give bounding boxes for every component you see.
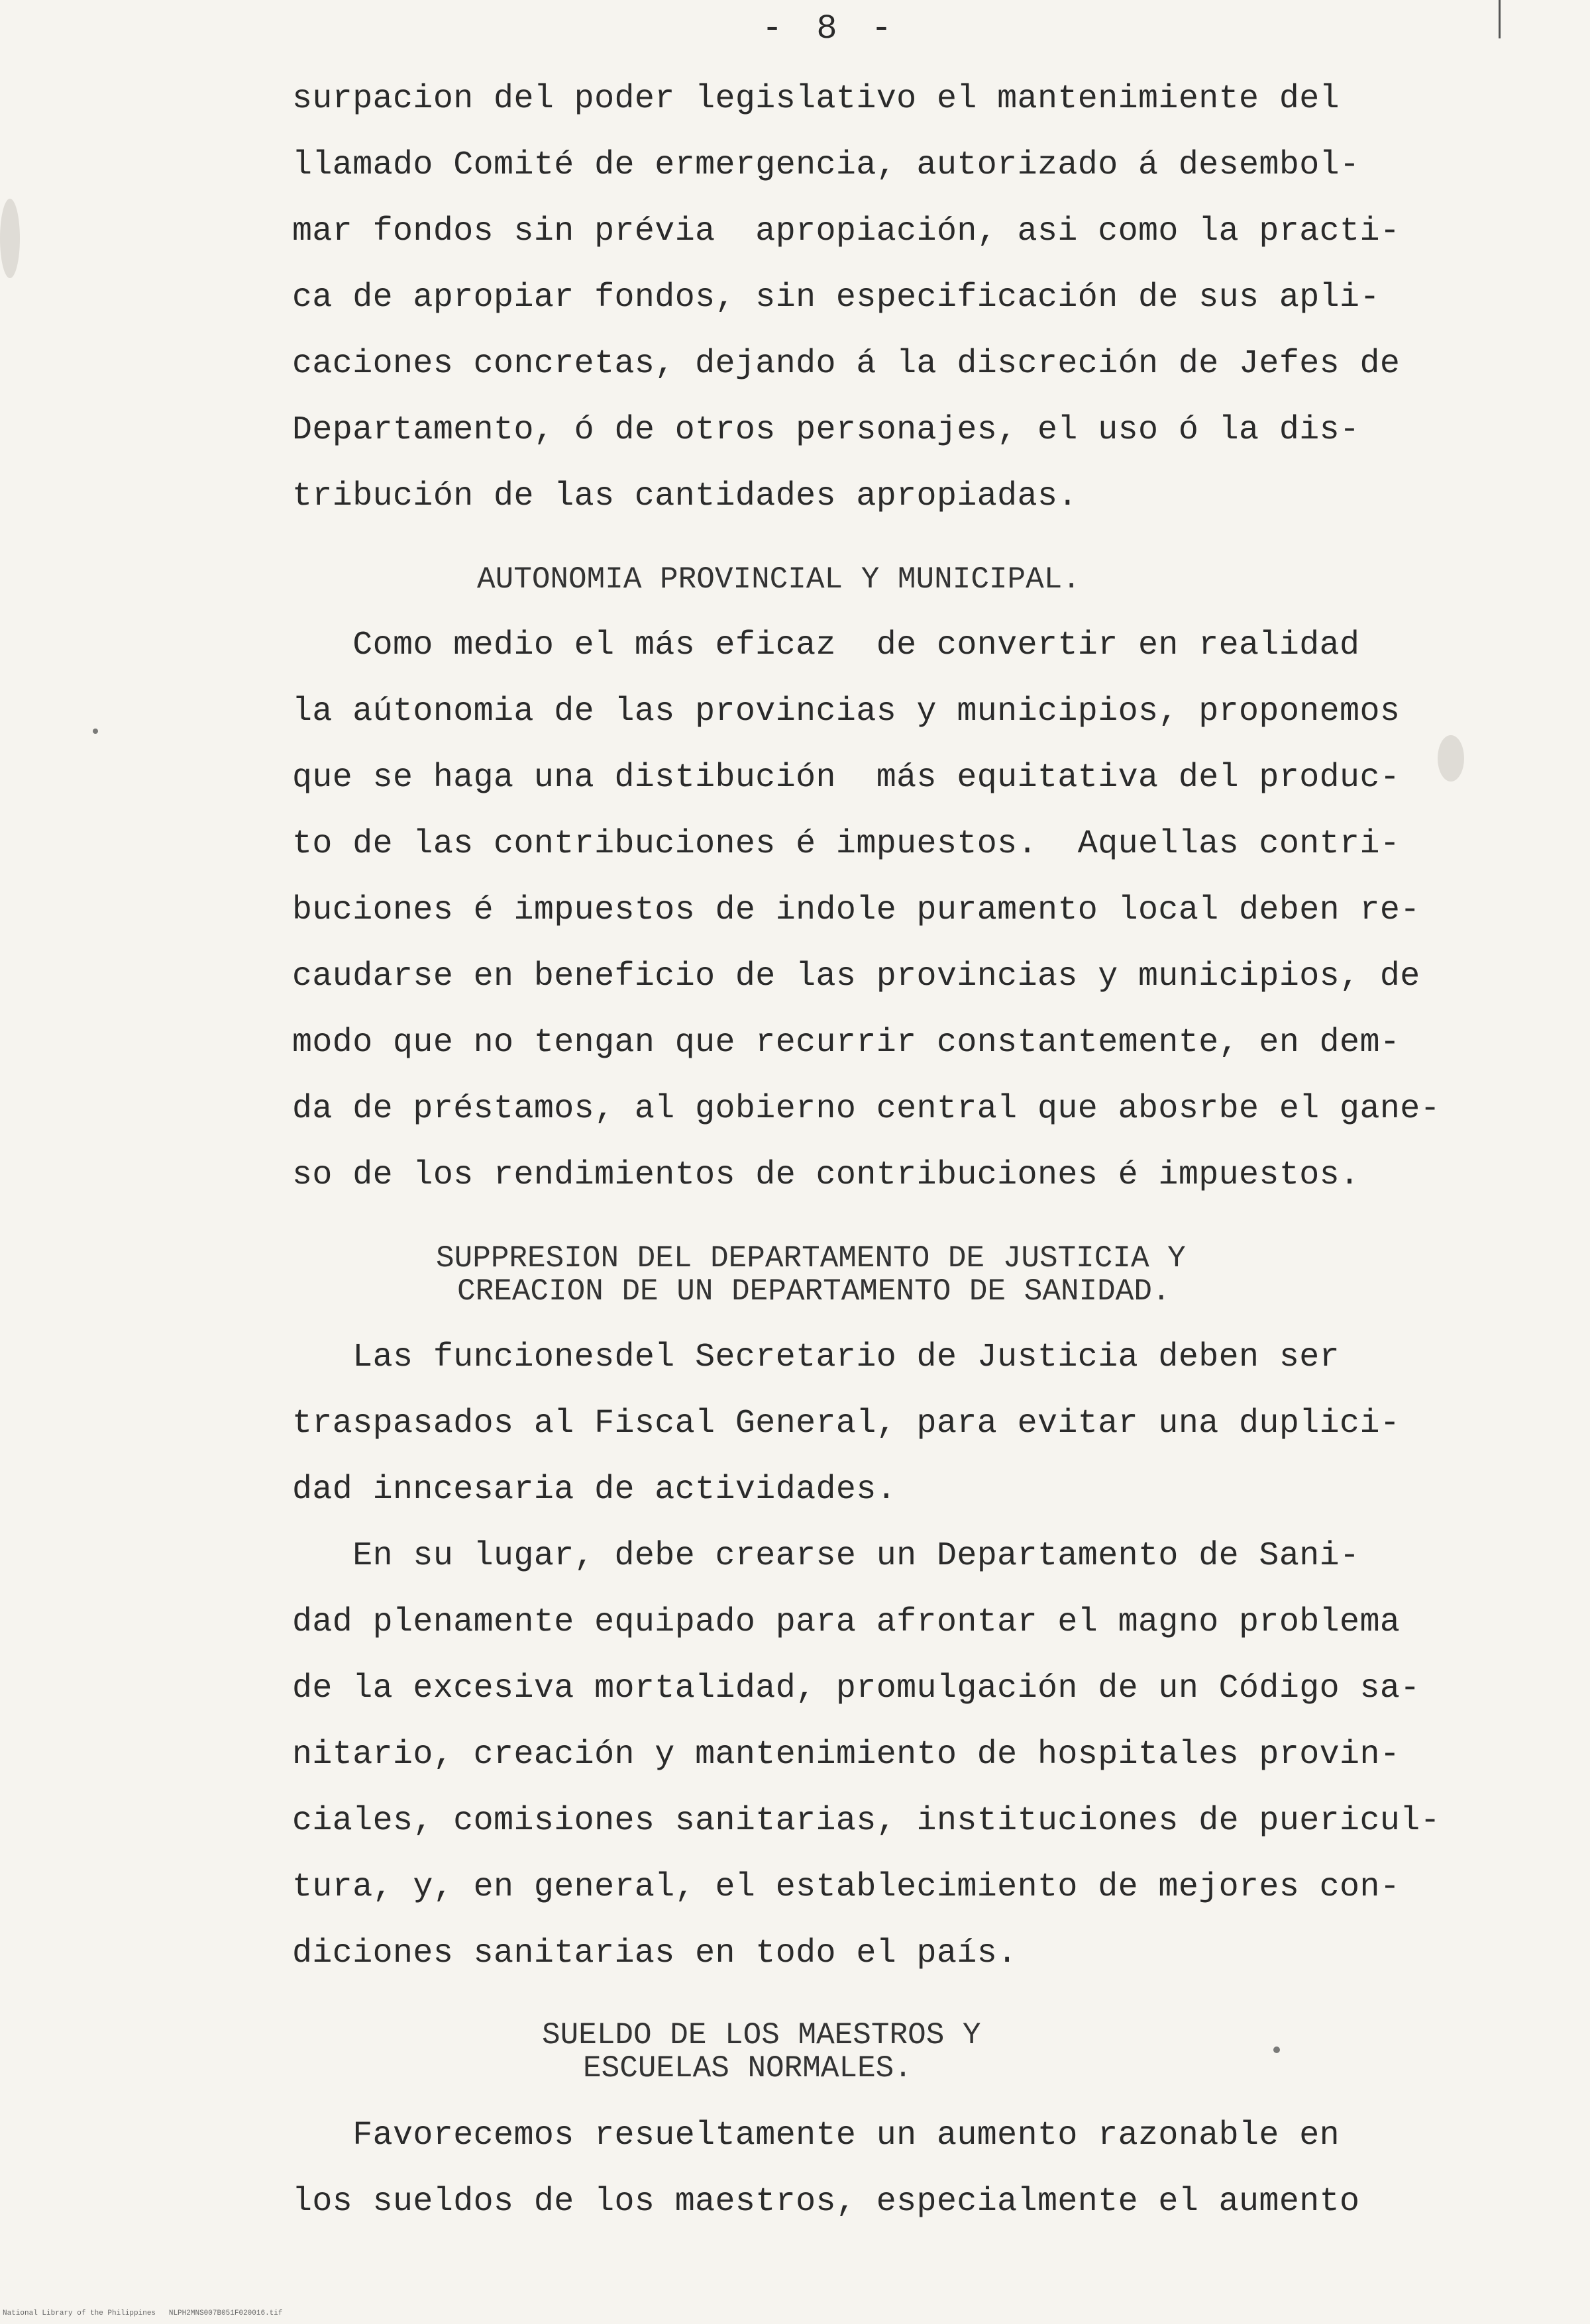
section-heading-autonomia: AUTONOMIA PROVINCIAL Y MUNICIPAL. — [477, 562, 1081, 597]
paragraph-1-line-6: Departamento, ó de otros personajes, el uso ó la dis- — [292, 411, 1360, 449]
paragraph-2-line-4: to de las contribuciones é impuestos. Aquellas contri- — [292, 825, 1401, 863]
paragraph-4-line-5: ciales, comisiones sanitarias, instituciones de puericul- — [292, 1802, 1441, 1840]
paragraph-1-line-2: llamado Comité de ermergencia, autorizado á desembol- — [292, 146, 1360, 184]
paragraph-4-line-1: En su lugar, debe crearse un Departamento de Sani- — [292, 1537, 1360, 1575]
paragraph-5-line-2: los sueldos de los maestros, especialmente el aumento — [292, 2183, 1360, 2221]
section-heading-maestros-line-2: ESCUELAS NORMALES. — [583, 2051, 912, 2086]
scan-speck — [1273, 2046, 1280, 2053]
paragraph-4-line-6: tura, y, en general, el establecimiento de mejores con- — [292, 1868, 1401, 1906]
paragraph-2-line-1: Como medio el más eficaz de convertir en realidad — [292, 627, 1360, 664]
page-number: - 8 - — [762, 9, 899, 48]
paragraph-4-line-7: diciones sanitarias en todo el país. — [292, 1935, 1018, 1972]
paragraph-3-line-1: Las funcionesdel Secretario de Justicia deben ser — [292, 1339, 1340, 1376]
paragraph-5-line-1: Favorecemos resueltamente un aumento razonable en — [292, 2117, 1340, 2154]
paragraph-2-line-6: caudarse en beneficio de las provincias y municipios, de — [292, 958, 1420, 995]
paragraph-2-line-2: la aútonomia de las provincias y municipios, proponemos — [292, 693, 1401, 731]
paragraph-3-line-3: dad inncesaria de actividades. — [292, 1471, 897, 1509]
paragraph-2-line-9: so de los rendimientos de contribuciones é impuestos. — [292, 1156, 1360, 1194]
paragraph-2-line-8: da de préstamos, al gobierno central que abosrbe el gane- — [292, 1090, 1441, 1128]
paragraph-1-line-7: tribución de las cantidades apropiadas. — [292, 478, 1078, 515]
margin-mark — [1499, 0, 1501, 38]
paragraph-4-line-3: de la excesiva mortalidad, promulgación de un Código sa- — [292, 1670, 1420, 1707]
scan-smudge — [1438, 735, 1464, 782]
paragraph-2-line-7: modo que no tengan que recurrir constantemente, en dem- — [292, 1024, 1401, 1062]
footer-library: National Library of the Philippines — [3, 2309, 156, 2317]
paragraph-1-line-3: mar fondos sin prévia apropiación, asi como la practi- — [292, 213, 1401, 250]
section-heading-justicia-line-2: CREACION DE UN DEPARTAMENTO DE SANIDAD. — [457, 1274, 1171, 1309]
scan-footer — [3, 2309, 283, 2317]
paragraph-1-line-4: ca de apropiar fondos, sin especificación de sus apli- — [292, 279, 1380, 317]
paragraph-4-line-2: dad plenamente equipado para afrontar el magno problema — [292, 1603, 1401, 1641]
paragraph-1-line-1: surpacion del poder legislativo el mantenimiente del — [292, 80, 1340, 118]
paragraph-3-line-2: traspasados al Fiscal General, para evitar una duplici- — [292, 1405, 1401, 1442]
section-heading-justicia-line-1: SUPPRESION DEL DEPARTAMENTO DE JUSTICIA Y — [436, 1241, 1186, 1276]
paragraph-2-line-5: buciones é impuestos de indole puramento local deben re- — [292, 891, 1420, 929]
paragraph-2-line-3: que se haga una distibución más equitativa del produc- — [292, 759, 1401, 797]
scan-edge-shadow — [0, 199, 20, 278]
section-heading-maestros-line-1: SUELDO DE LOS MAESTROS Y — [542, 2018, 981, 2052]
paragraph-4-line-4: nitario, creación y mantenimiento de hospitales provin- — [292, 1736, 1401, 1774]
scan-speck — [93, 729, 98, 734]
paragraph-1-line-5: caciones concretas, dejando á la discreción de Jefes de — [292, 345, 1401, 383]
footer-file: NLPH2MNS007B051F020016.tif — [168, 2309, 283, 2317]
